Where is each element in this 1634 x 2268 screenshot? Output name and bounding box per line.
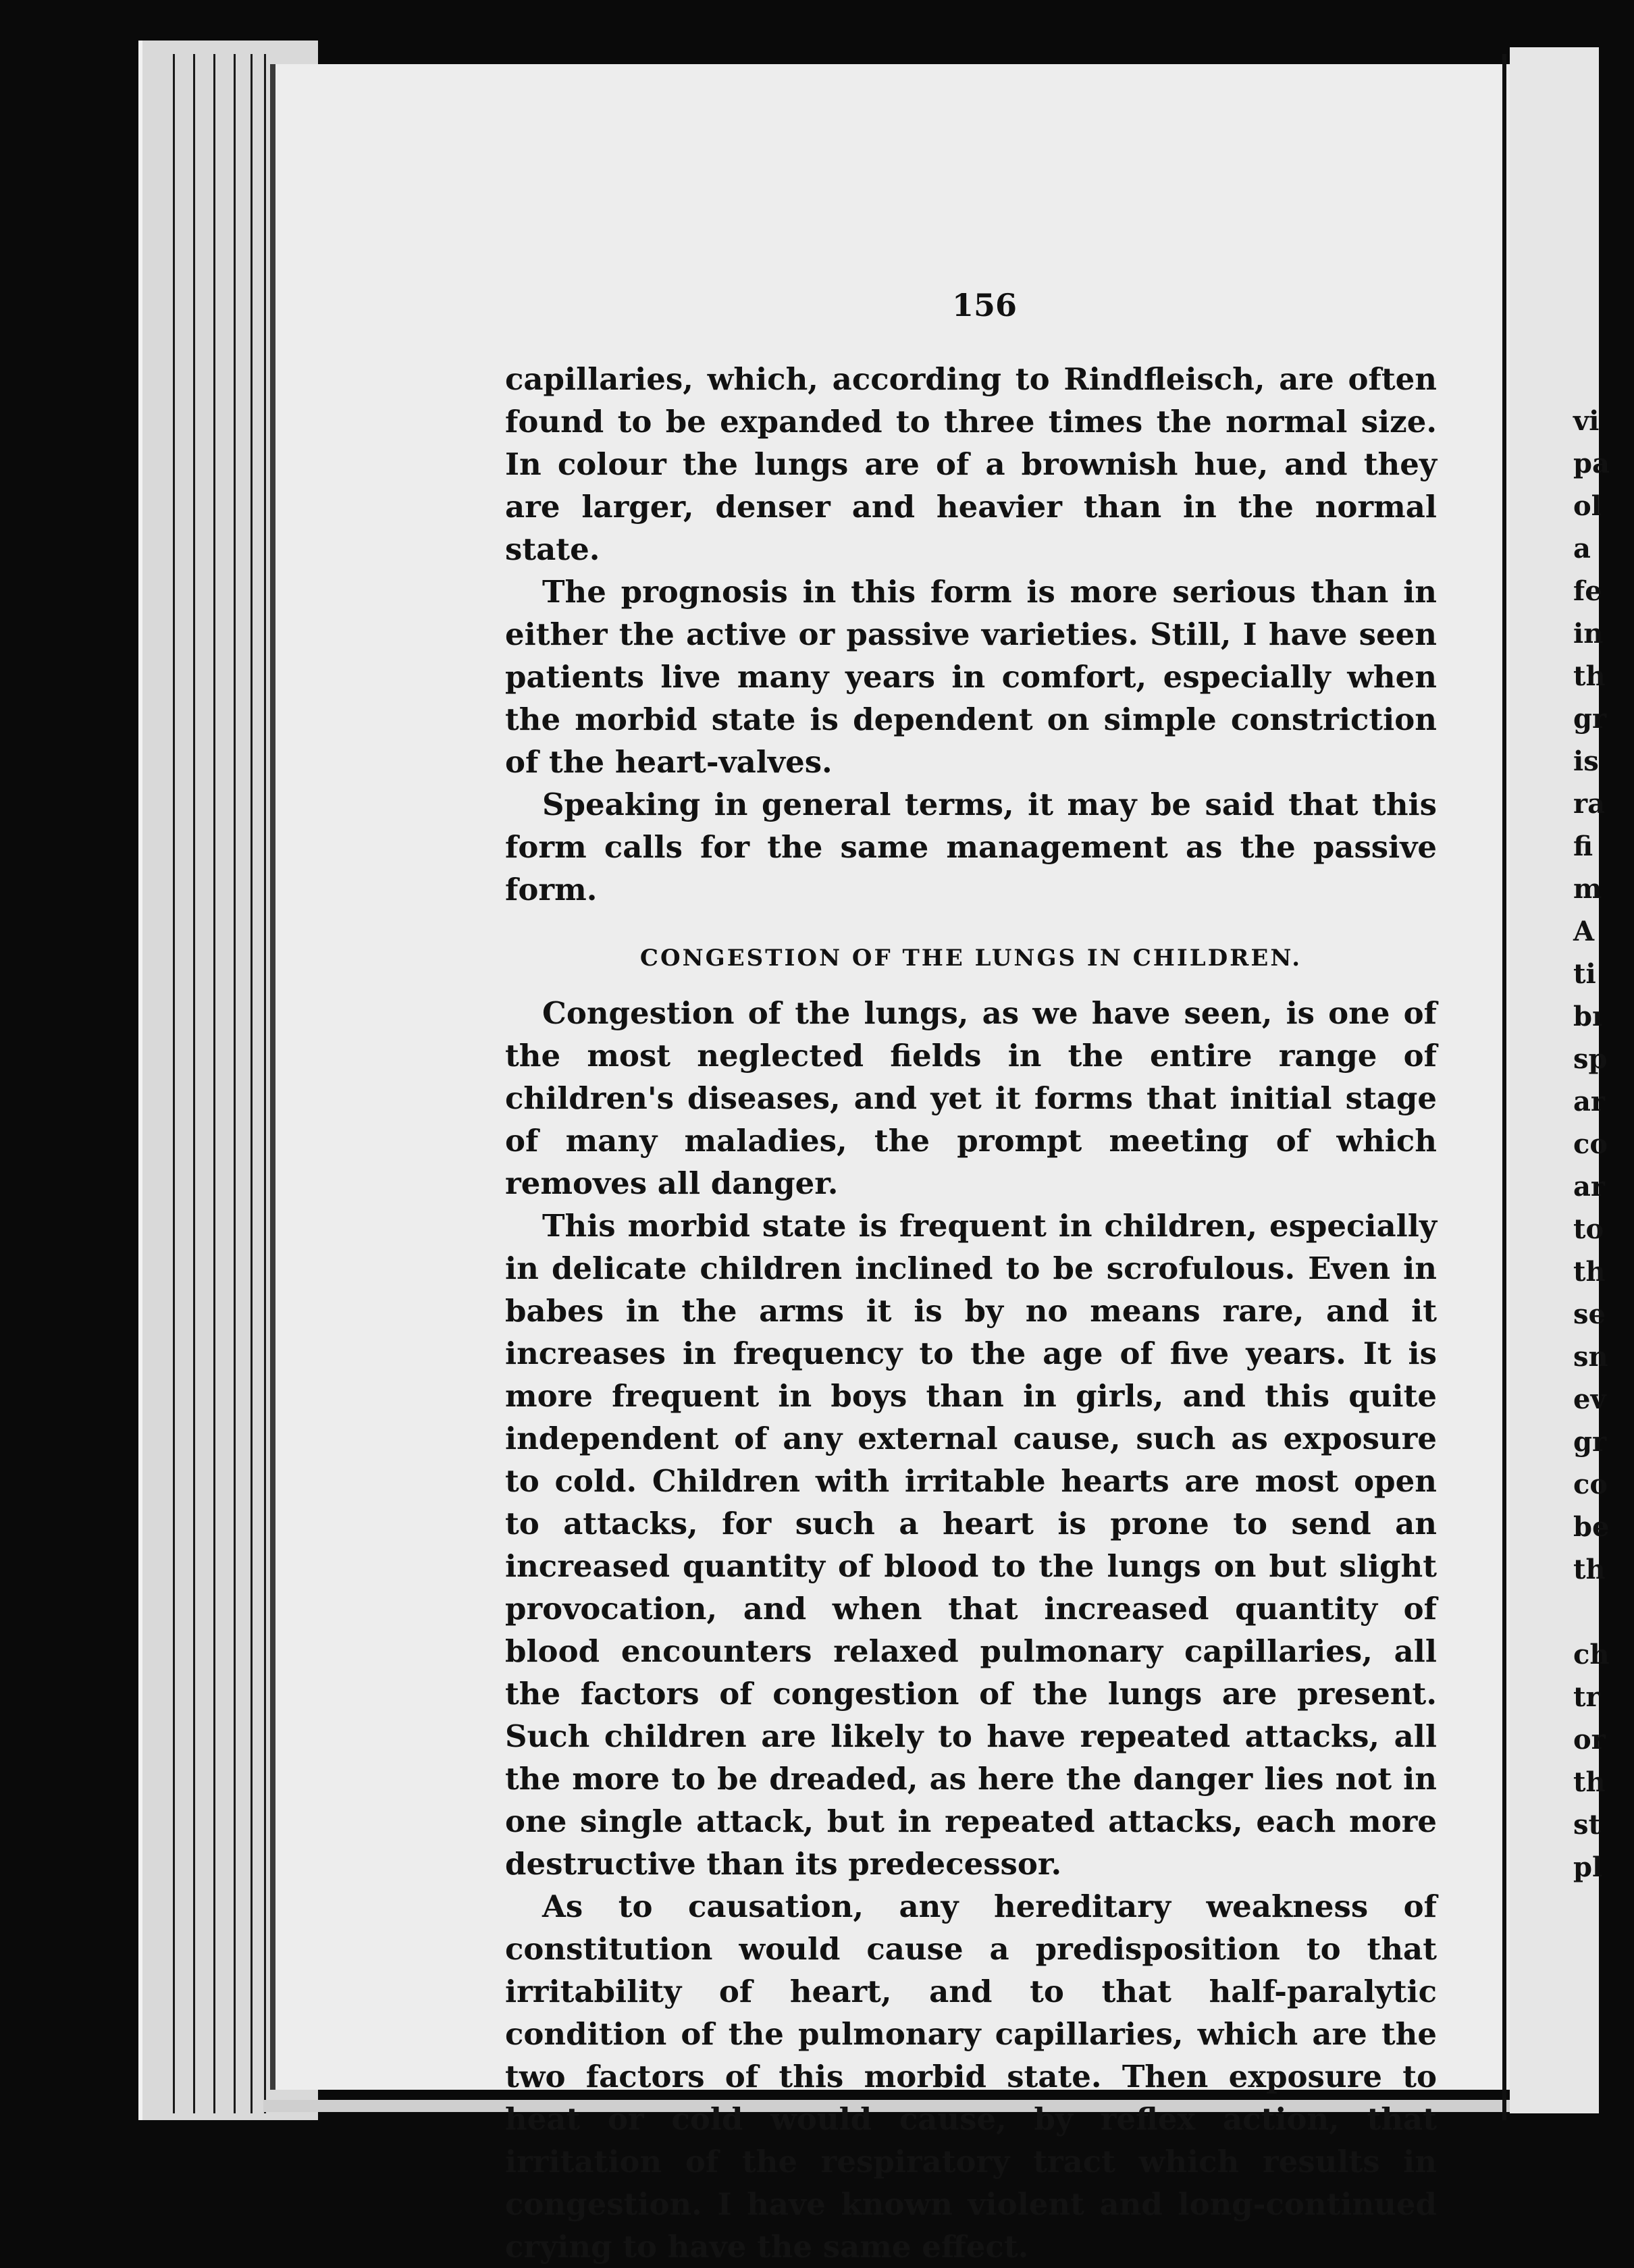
facing-page-fragment: co (1573, 1128, 1608, 1160)
paragraph: This morbid state is frequent in children, especially in delicate children inclined to be scrofulous. Even in babes in the arms it is by no means rare, and it increases in frequency to the age of five years. It is more frequent in boys than in girls, and this quite independent of any external cause, such as exposure to cold. Children with irritable hearts are most open to attacks, for such a heart is prone to send an increased quantity of blood to the lungs on but slight provocation, and when that increased quantity of blood encounters relaxed pulmonary capillaries, all the factors of congestion of the lungs are present. Such children are likely to have repeated attacks, all the more to be dreaded, as here the danger lies not in one single attack, but in repeated attacks, each more destructive than its predecessor. (505, 1208, 1437, 1882)
facing-page-fragment: se (1573, 1298, 1606, 1330)
body-text (505, 358, 1437, 2268)
facing-page-fragment: ar (1573, 1086, 1605, 1117)
facing-page (1510, 47, 1599, 2113)
page-number: 156 (952, 287, 1018, 323)
facing-page-fragment: th (1573, 660, 1606, 692)
facing-page-fragment: is (1573, 745, 1599, 777)
facing-page-fragment: to (1573, 1213, 1604, 1245)
book-gutter (1502, 54, 1506, 2120)
paragraph: Speaking in general terms, it may be said that this form calls for the same management as the passive form. (505, 787, 1437, 907)
section-heading: CONGESTION OF THE LUNGS IN CHILDREN. (639, 945, 1302, 972)
facing-page-fragment: gr (1573, 1426, 1607, 1458)
facing-page-fragment: ol (1573, 490, 1602, 522)
facing-page-fragment: bı (1573, 1001, 1603, 1032)
facing-page-fragment: co (1573, 1469, 1608, 1500)
facing-page-fragment: pa (1573, 448, 1610, 479)
facing-page-fragment: A (1573, 916, 1595, 947)
facing-page-fragment: th (1573, 1554, 1606, 1585)
facing-page-fragment: th (1573, 1256, 1606, 1288)
paragraph: Congestion of the lungs, as we have seen, is one of the most neglected fields in the entire range of children's diseases, and yet it forms that initial stage of many maladies, the prompt meeting of which removes all danger. (505, 995, 1437, 1201)
facing-page-fragment: in (1573, 618, 1604, 650)
facing-page-fragment: ch (1573, 1639, 1610, 1670)
facing-page-fragment: fe (1573, 575, 1602, 607)
paragraph: As to causation, any hereditary weakness of constitution would cause a predisposition to that irritability of heart, and to that half-paralytic condition of the pulmonary capillaries, which are the two factors of this morbid state. Then exposure to heat or cold would cause, by reflex action, that irritation of the respiratory tract which results in congestion. I have known violent and long-continued crying to have the same effect. (505, 1889, 1437, 2265)
facing-page-fragment: a (1573, 533, 1591, 564)
facing-page-fragment: m (1573, 873, 1602, 905)
facing-page-fragment: ar (1573, 1171, 1605, 1203)
facing-page-fragment: or (1573, 1724, 1606, 1756)
facing-page-fragment: be (1573, 1511, 1610, 1543)
facing-page-fragment: ra (1573, 788, 1605, 820)
facing-page-fragment: sp (1573, 1043, 1608, 1075)
facing-page-fragment: st (1573, 1809, 1601, 1841)
facing-page-fragment: pl (1573, 1851, 1603, 1883)
facing-page-fragment: gr (1573, 703, 1607, 735)
facing-page-fragment: ev (1573, 1383, 1606, 1415)
paragraph: The prognosis in this form is more serious than in either the active or passive varieties. Still, I have seen patients live many years in comfort, especially when the morbid state is dependent on simple constriction of the heart-valves. (505, 574, 1437, 780)
facing-page-fragment: fi (1573, 830, 1593, 862)
facing-page-fragment: th (1573, 1766, 1606, 1798)
facing-page-fragment: tr (1573, 1681, 1600, 1713)
facing-page-fragment: vi (1573, 405, 1600, 437)
facing-page-fragment: sn (1573, 1341, 1608, 1373)
paragraph: capillaries, which, according to Rindfleisch, are often found to be expanded to three times the normal size. In colour the lungs are of a brownish hue, and they are larger, denser and heavier than in the normal state. (505, 361, 1437, 567)
facing-page-fragment: ti (1573, 958, 1596, 990)
